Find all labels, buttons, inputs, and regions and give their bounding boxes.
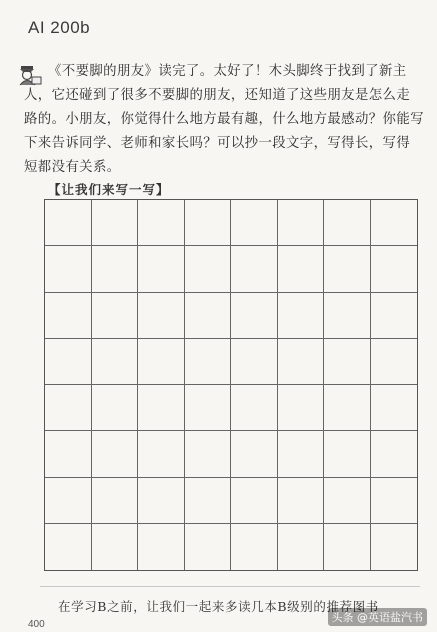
grid-cell[interactable]	[138, 339, 185, 385]
grid-cell[interactable]	[278, 524, 325, 570]
grid-cell[interactable]	[278, 293, 325, 339]
grid-cell[interactable]	[45, 339, 92, 385]
grid-cell[interactable]	[138, 385, 185, 431]
paragraph-line: 下来告诉同学、老师和家长吗？可以抄一段文字，写得长，写得	[24, 136, 411, 151]
grid-cell[interactable]	[138, 431, 185, 477]
grid-cell[interactable]	[45, 246, 92, 292]
paragraph-line: 路的。小朋友，你觉得什么地方最有趣，什么地方最感动？你能写	[24, 112, 424, 127]
grid-cell[interactable]	[371, 200, 418, 246]
paragraph-line: 《不要脚的朋友》读完了。太好了！木头脚终于找到了新主	[48, 64, 407, 79]
grid-cell[interactable]	[324, 524, 371, 570]
grid-cell[interactable]	[324, 246, 371, 292]
grid-cell[interactable]	[278, 339, 325, 385]
grid-cell[interactable]	[371, 524, 418, 570]
grid-cell[interactable]	[138, 478, 185, 524]
grid-cell[interactable]	[45, 293, 92, 339]
grid-cell[interactable]	[231, 246, 278, 292]
grid-cell[interactable]	[371, 339, 418, 385]
footer-note: 在学习B之前，让我们一起来多读几本B级别的推荐图书	[58, 599, 379, 614]
page-number: 400	[28, 619, 45, 630]
grid-cell[interactable]	[45, 524, 92, 570]
grid-cell[interactable]	[185, 524, 232, 570]
grid-cell[interactable]	[185, 478, 232, 524]
watermark: 头条 @英语盐汽书	[328, 608, 428, 626]
grid-cell[interactable]	[185, 293, 232, 339]
grid-cell[interactable]	[278, 246, 325, 292]
grid-cell[interactable]	[185, 246, 232, 292]
grid-cell[interactable]	[231, 478, 278, 524]
section-label: 【让我们来写一写】	[48, 182, 170, 197]
writing-grid[interactable]	[44, 199, 418, 571]
grid-cell[interactable]	[371, 385, 418, 431]
paragraph-line: 人，它还碰到了很多不要脚的朋友，还知道了这些朋友是怎么走	[24, 88, 411, 103]
grid-cell[interactable]	[92, 339, 139, 385]
grid-cell[interactable]	[185, 431, 232, 477]
grid-cell[interactable]	[324, 200, 371, 246]
grid-cell[interactable]	[231, 524, 278, 570]
grid-cell[interactable]	[231, 339, 278, 385]
grid-cell[interactable]	[185, 200, 232, 246]
grid-cell[interactable]	[324, 385, 371, 431]
grid-cell[interactable]	[231, 200, 278, 246]
divider	[40, 586, 420, 587]
grid-cell[interactable]	[138, 293, 185, 339]
grid-cell[interactable]	[324, 478, 371, 524]
grid-cell[interactable]	[371, 293, 418, 339]
grid-cell[interactable]	[371, 478, 418, 524]
grid-cell[interactable]	[45, 200, 92, 246]
grid-cell[interactable]	[324, 339, 371, 385]
grid-cell[interactable]	[185, 385, 232, 431]
grid-cell[interactable]	[45, 431, 92, 477]
grid-cell[interactable]	[231, 385, 278, 431]
grid-cell[interactable]	[92, 246, 139, 292]
grid-cell[interactable]	[371, 431, 418, 477]
grid-cell[interactable]	[371, 246, 418, 292]
grid-cell[interactable]	[231, 431, 278, 477]
grid-cell[interactable]	[278, 431, 325, 477]
grid-cell[interactable]	[278, 385, 325, 431]
prompt-paragraph	[24, 60, 424, 180]
grid-cell[interactable]	[45, 478, 92, 524]
paragraph-line: 短都没有关系。	[24, 160, 121, 175]
grid-cell[interactable]	[138, 524, 185, 570]
grid-cell[interactable]	[92, 431, 139, 477]
grid-cell[interactable]	[45, 385, 92, 431]
grid-cell[interactable]	[278, 200, 325, 246]
grid-cell[interactable]	[92, 385, 139, 431]
grid-cell[interactable]	[324, 431, 371, 477]
grid-cell[interactable]	[185, 339, 232, 385]
grid-cell[interactable]	[92, 478, 139, 524]
grid-cell[interactable]	[92, 524, 139, 570]
grid-cell[interactable]	[138, 200, 185, 246]
grid-cell[interactable]	[278, 478, 325, 524]
page-code: AI 200b	[28, 18, 91, 37]
grid-cell[interactable]	[324, 293, 371, 339]
grid-cell[interactable]	[92, 200, 139, 246]
grid-cell[interactable]	[138, 246, 185, 292]
grid-cell[interactable]	[231, 293, 278, 339]
grid-cell[interactable]	[92, 293, 139, 339]
